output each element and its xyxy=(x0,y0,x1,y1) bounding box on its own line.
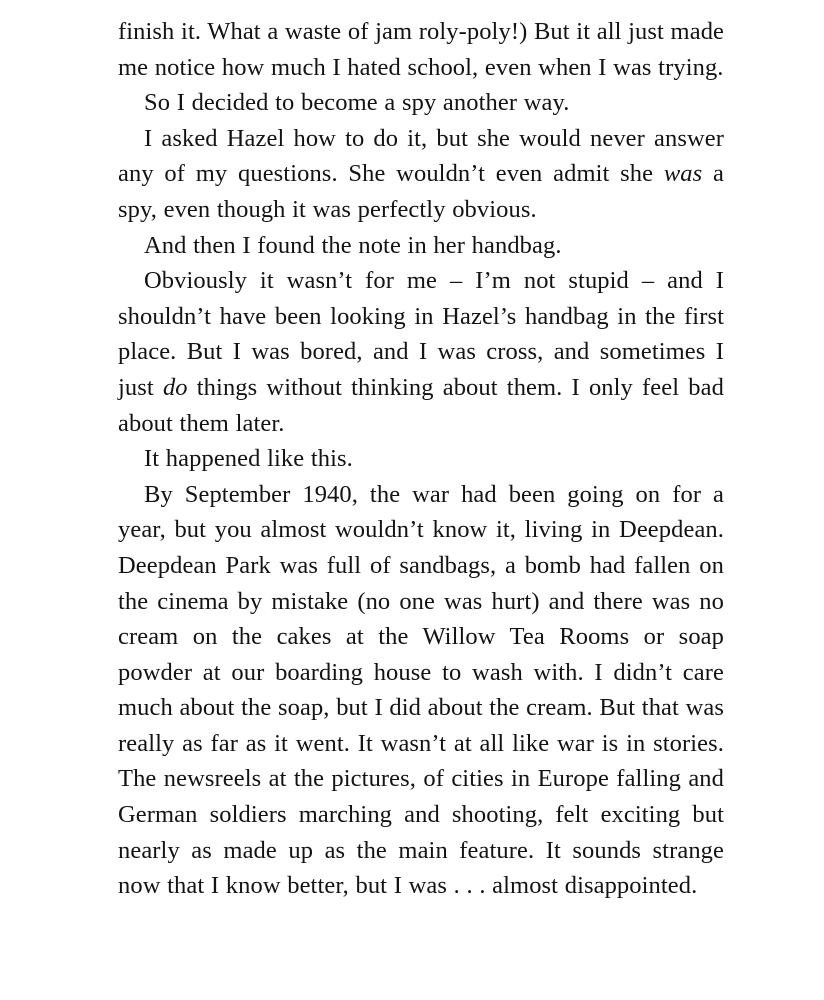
paragraph-p4: And then I found the note in her handbag. xyxy=(144,231,562,259)
emphasis-text: was xyxy=(663,160,703,188)
paragraph-p7: By September 1940, the war had been going on for a year, but you almost wouldn’t know it, living in Deepdean. Deepdean Park was full of sandbags, a bomb had fallen on the cinema by mistake (no one was hurt) and there was no cream on the cakes at the Willow Tea Rooms or soap powder at our boarding house to wash with. I didn’t care much about the soap, but I did about the cream. But that was really as far as it went. It wasn’t at all like war is in stories. The newsreels at the pictures, of cities in Europe falling and German soldiers marching and shooting, felt exciting but nearly as made up as the main feature. It sounds strange now that I know better, but I was . . . almost disappointed. xyxy=(118,480,724,900)
emphasis-text: do xyxy=(162,373,188,401)
page-body-text xyxy=(118,14,724,904)
paragraph-p6: It happened like this. xyxy=(144,445,353,473)
paragraph-p2: So I decided to become a spy another way. xyxy=(144,89,570,117)
paragraph-p5: Obviously it wasn’t for me – I’m not stupid – and I shouldn’t have been looking in Hazel’s handbag in the first place. But I was bored, and I was cross, and sometimes I just do things without thinking about them. I only feel bad about them later. xyxy=(118,267,724,437)
paragraph-p3: I asked Hazel how to do it, but she would never answer any of my questions. She wouldn’t even admit she was a spy, even though it was perfectly obvious. xyxy=(118,124,724,223)
paragraph-p1: finish it. What a waste of jam roly-poly!) But it all just made me notice how much I hated school, even when I was trying. xyxy=(118,18,725,81)
